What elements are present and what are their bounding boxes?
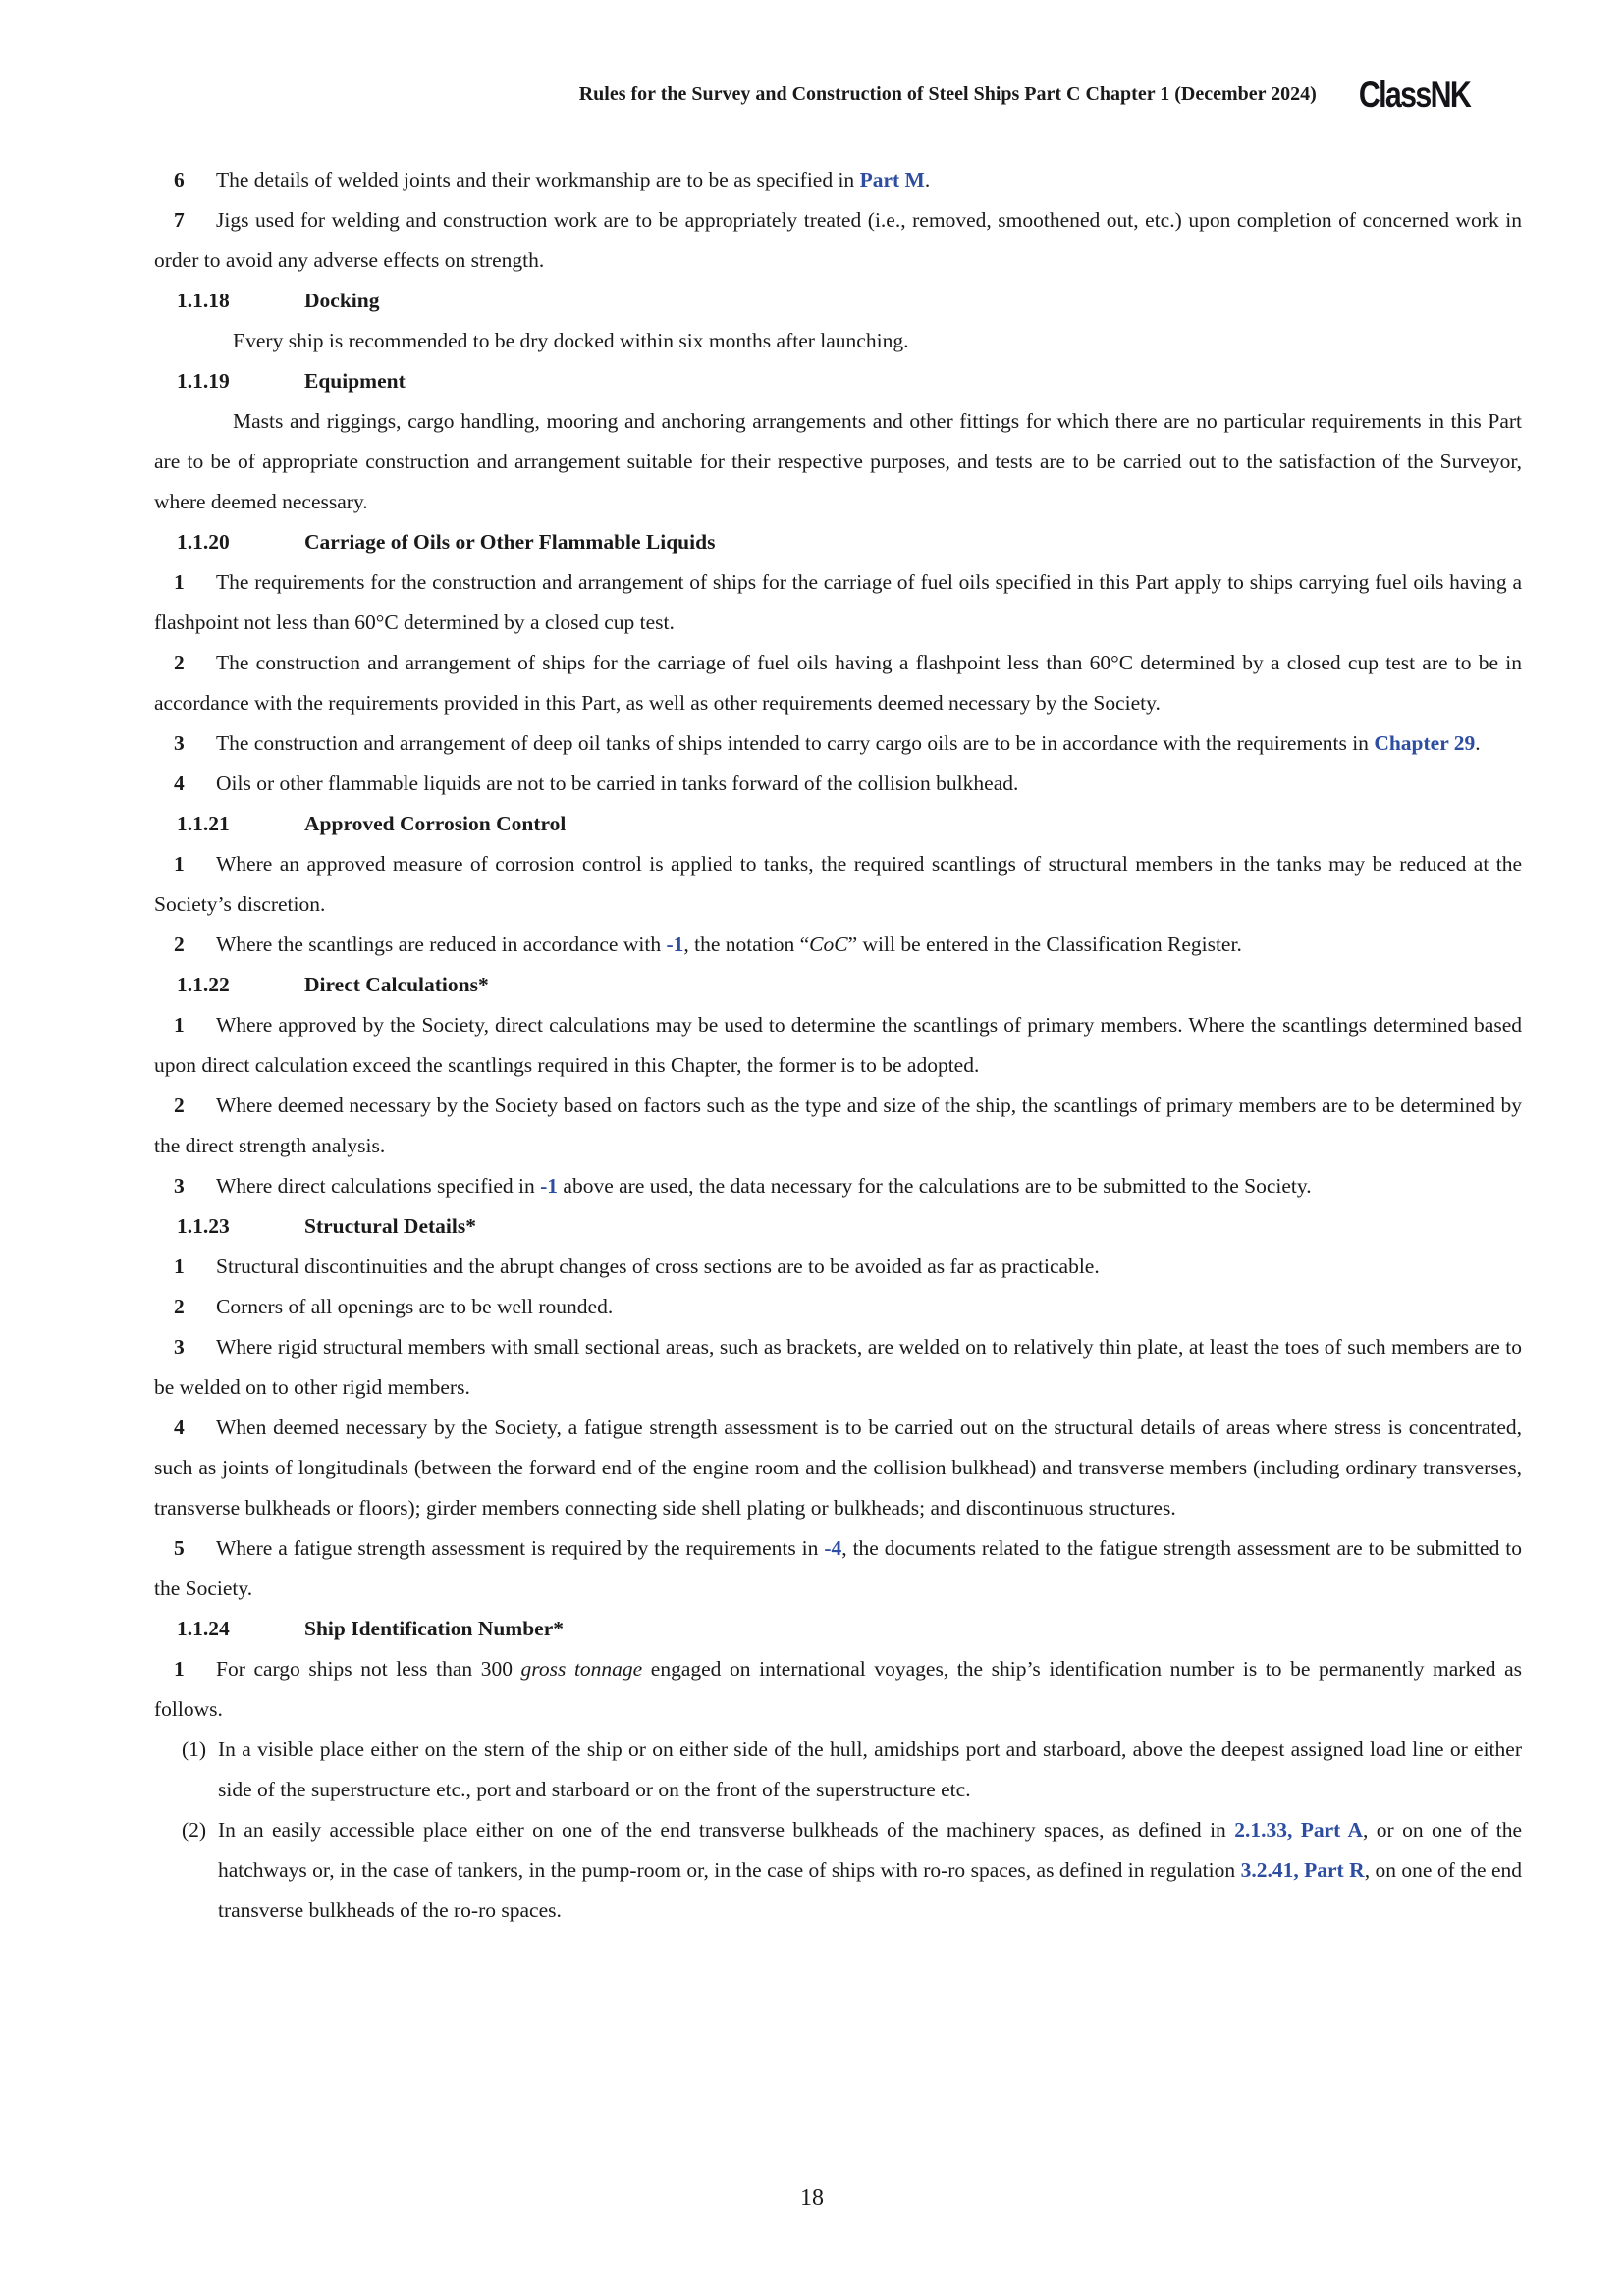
section-heading (154, 522, 1522, 562)
text-run: , the documents related to the fatigue strength assessment are to be submitted to the Society. (154, 1536, 1522, 1600)
section-heading (154, 965, 1522, 1005)
section-title: Docking (304, 289, 380, 312)
cross-reference-link[interactable]: -1 (540, 1174, 559, 1198)
section-number: 1.1.21 (177, 812, 230, 835)
paragraph-number: 2 (174, 933, 185, 956)
page-number: 18 (800, 2185, 824, 2211)
cross-reference-link[interactable]: 3.2.41, Part R (1240, 1858, 1365, 1882)
cross-reference-link[interactable]: -4 (824, 1536, 842, 1560)
section-number: 1.1.20 (177, 530, 230, 554)
section-heading (154, 804, 1522, 844)
section-title: Direct Calculations* (304, 973, 489, 996)
cross-reference-link[interactable]: 2.1.33, Part A (1234, 1818, 1364, 1842)
section-title: Structural Details* (304, 1214, 476, 1238)
section-heading (154, 1609, 1522, 1649)
paragraph-number: 3 (174, 1174, 185, 1198)
text-run: engaged on international voyages, the ship’s identification number is to be permanently marked as follows. (154, 1657, 1523, 1721)
italic-text: gross tonnage (520, 1657, 643, 1681)
text-run: For cargo ships not less than 300 (216, 1657, 521, 1681)
cross-reference-link[interactable]: -1 (666, 933, 684, 956)
section-number: 1.1.19 (177, 369, 230, 393)
text-run: The requirements for the construction and arrangement of ships for the carriage of fuel oils specified in this Part apply to ships carrying fuel oils having a flashpoint not less than 60°C determined by a closed cup test. (154, 570, 1522, 634)
section-number: 1.1.23 (177, 1214, 230, 1238)
section-number: 1.1.22 (177, 973, 230, 996)
text-run: ” will be entered in the Classification Register. (847, 933, 1242, 956)
paragraph-number: 4 (174, 772, 185, 795)
text-run: Jigs used for welding and construction work are to be appropriately treated (i.e., removed, smoothened out, etc.) upon completion of concerned work in order to avoid any adverse effects on strength. (154, 208, 1522, 272)
cross-reference-link[interactable]: Part M (859, 168, 925, 191)
numbered-paragraph (154, 1247, 1522, 1287)
list-item (154, 1810, 1522, 1931)
paragraph-number: 1 (174, 1013, 185, 1037)
paragraph-number: 7 (174, 208, 185, 232)
text-run: Where a fatigue strength assessment is required by the requirements in (216, 1536, 825, 1560)
body-paragraph (154, 321, 1522, 361)
text-run: , on one of the end transverse bulkheads of the ro-ro spaces. (218, 1858, 1523, 1922)
running-head-title: Rules for the Survey and Construction of Steel Ships Part C Chapter 1 (December 2024) (578, 83, 1317, 105)
paragraph-number: 3 (174, 731, 185, 755)
paragraph-number: 3 (174, 1335, 185, 1359)
paragraph-number: 2 (174, 651, 185, 674)
section-title: Carriage of Oils or Other Flammable Liquids (304, 530, 716, 554)
numbered-paragraph (154, 1649, 1522, 1730)
paragraph-number: 2 (174, 1094, 185, 1117)
text-run: . (1475, 731, 1481, 755)
text-run: Corners of all openings are to be well rounded. (216, 1295, 614, 1318)
text-run: Where an approved measure of corrosion control is applied to tanks, the required scantlings of structural members in the tanks may be reduced at the Society’s discretion. (154, 852, 1522, 916)
text-run: . (924, 168, 931, 191)
paragraph-number: 4 (174, 1415, 185, 1439)
text-run: Where rigid structural members with small sectional areas, such as brackets, are welded on to relatively thin plate, at least the toes of such members are to be welded on to other rigid members. (154, 1335, 1522, 1399)
numbered-paragraph (154, 562, 1522, 643)
document-body (154, 160, 1522, 1931)
text-run: In an easily accessible place either on one of the end transverse bulkheads of the machinery spaces, as defined in (218, 1818, 1235, 1842)
numbered-paragraph (154, 1086, 1522, 1166)
paragraph-number: 5 (174, 1536, 185, 1560)
text-run: Where deemed necessary by the Society based on factors such as the type and size of the ship, the scantlings of primary members are to be determined by the direct strength analysis. (154, 1094, 1522, 1157)
section-number: 1.1.18 (177, 289, 230, 312)
section-title: Ship Identification Number* (304, 1617, 565, 1640)
numbered-paragraph (154, 200, 1522, 281)
text-run: , the notation “ (683, 933, 810, 956)
list-marker: (2) (182, 1818, 207, 1842)
list-item (154, 1730, 1522, 1810)
paragraph-number: 1 (174, 1255, 185, 1278)
text-run: Structural discontinuities and the abrupt changes of cross sections are to be avoided as far as practicable. (216, 1255, 1100, 1278)
numbered-paragraph (154, 1287, 1522, 1327)
italic-text: CoC (809, 933, 848, 956)
text-run: Where direct calculations specified in (216, 1174, 541, 1198)
section-heading (154, 361, 1522, 401)
text-run: , or on one of the hatchways or, in the case of tankers, in the pump-room or, in the case of ships with ro-ro spaces, as defined in regulation (218, 1818, 1522, 1882)
paragraph-number: 6 (174, 168, 185, 191)
paragraph-number: 2 (174, 1295, 185, 1318)
section-title: Equipment (304, 369, 406, 393)
cross-reference-link[interactable]: Chapter 29 (1374, 731, 1476, 755)
paragraph-number: 1 (174, 1657, 185, 1681)
numbered-paragraph (154, 925, 1522, 965)
text-run: The details of welded joints and their workmanship are to be as specified in (216, 168, 860, 191)
section-heading (154, 281, 1522, 321)
numbered-paragraph (154, 1408, 1522, 1528)
numbered-paragraph (154, 844, 1522, 925)
text-run: When deemed necessary by the Society, a fatigue strength assessment is to be carried out on the structural details of areas where stress is concentrated, such as joints of longitudinals (between the forward end of the engine room and the collision bulkhead) and transverse members (including ordinary transverses, transverse bulkheads or floors); girder members connecting side shell plating or bulkheads; and discontinuous structures. (154, 1415, 1522, 1520)
text-run: above are used, the data necessary for the calculations are to be submitted to the Society. (558, 1174, 1312, 1198)
text-run: In a visible place either on the stern of the ship or on either side of the hull, amidships port and starboard, above the deepest assigned load line or either side of the superstructure etc., port and starboard or on the front of the superstructure etc. (218, 1737, 1522, 1801)
classnk-logo: ClassNK (1358, 75, 1470, 115)
numbered-paragraph (154, 1005, 1522, 1086)
section-heading (154, 1206, 1522, 1247)
paragraph-number: 1 (174, 852, 185, 876)
text-run: Masts and riggings, cargo handling, mooring and anchoring arrangements and other fittings for which there are no particular requirements in this Part are to be of appropriate construction and arrangement suitable for their respective purposes, and tests are to be carried out to the satisfaction of the Surveyor, where deemed necessary. (154, 409, 1522, 513)
text-run: The construction and arrangement of deep oil tanks of ships intended to carry cargo oils are to be in accordance with the requirements in (216, 731, 1375, 755)
text-run: Where approved by the Society, direct calculations may be used to determine the scantlings of primary members. Where the scantlings determined based upon direct calculation exceed the scantlings required in this Chapter, the former is to be adopted. (154, 1013, 1522, 1077)
numbered-paragraph (154, 160, 1522, 200)
section-title: Approved Corrosion Control (304, 812, 567, 835)
numbered-paragraph (154, 1166, 1522, 1206)
numbered-paragraph (154, 1528, 1522, 1609)
paragraph-number: 1 (174, 570, 185, 594)
numbered-paragraph (154, 764, 1522, 804)
section-number: 1.1.24 (177, 1617, 230, 1640)
text-run: Where the scantlings are reduced in accordance with (216, 933, 667, 956)
page-header (0, 77, 1470, 113)
numbered-paragraph (154, 643, 1522, 723)
numbered-paragraph (154, 1327, 1522, 1408)
text-run: The construction and arrangement of ships for the carriage of fuel oils having a flashpoint less than 60°C determined by a closed cup test are to be in accordance with the requirements provided in this Part, as well as other requirements deemed necessary by the Society. (154, 651, 1522, 715)
numbered-paragraph (154, 723, 1522, 764)
text-run: Every ship is recommended to be dry docked within six months after launching. (233, 329, 909, 352)
body-paragraph (154, 401, 1522, 522)
list-marker: (1) (182, 1737, 207, 1761)
text-run: Oils or other flammable liquids are not to be carried in tanks forward of the collision bulkhead. (216, 772, 1019, 795)
